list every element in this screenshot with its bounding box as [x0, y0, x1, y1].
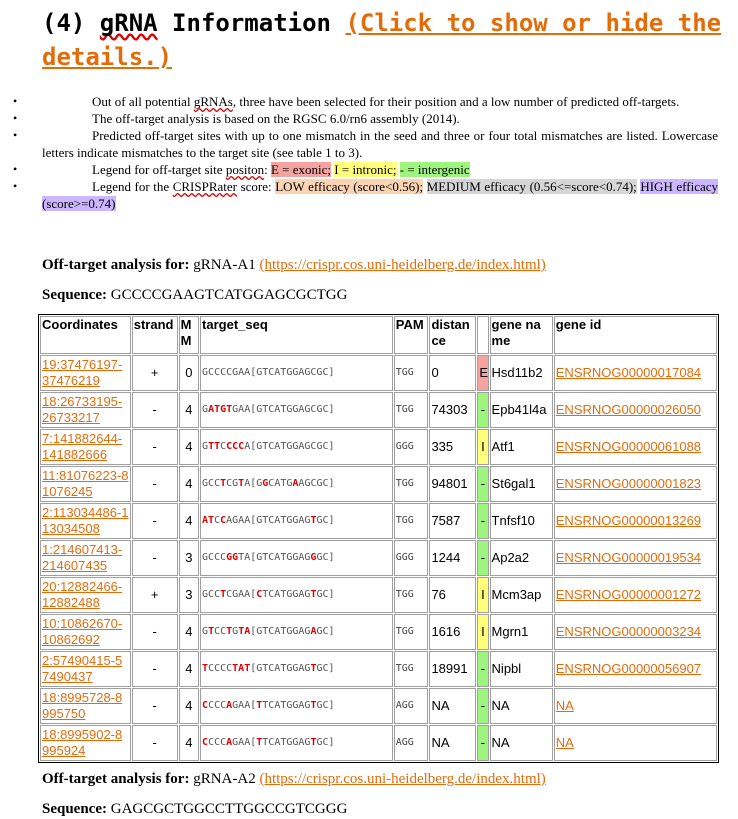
table-row — [40, 429, 717, 465]
coordinate-link[interactable]: 18:8995728-8995750 — [42, 690, 123, 721]
mismatch-base: G — [262, 478, 269, 489]
col-position — [477, 316, 488, 354]
table-header-row — [40, 316, 717, 354]
bullet-position-legend: • Legend for off-target site positon: E = exonic; I = intronic; - = intergenic — [0, 161, 718, 178]
cell-gene-id — [554, 466, 717, 502]
cell-distance: 1244 — [429, 540, 476, 576]
cell-strand: + — [132, 577, 178, 613]
mismatch-base: GG — [226, 552, 239, 563]
table-row — [40, 466, 717, 502]
cell-coordinates — [40, 355, 131, 391]
gene-id-link[interactable]: ENSRNOG00000019534 — [555, 550, 702, 565]
mismatch-base: T — [256, 700, 263, 711]
sequence-segment: GC] — [316, 700, 335, 711]
cell-target-seq — [200, 466, 393, 502]
gene-id-link[interactable]: ENSRNOG00000013269 — [555, 513, 702, 528]
cell-strand: - — [132, 540, 178, 576]
legend-intronic: I = intronic; — [334, 162, 397, 177]
sequence-segment: GC] — [316, 552, 335, 563]
sequence-segment: GAA[ — [232, 700, 257, 711]
sequence-segment: GC] — [316, 663, 335, 674]
mismatch-base: T — [256, 737, 263, 748]
cell-position: - — [477, 688, 488, 724]
mismatch-base: G — [310, 552, 317, 563]
cell-distance: NA — [429, 688, 476, 724]
sequence-segment: CG — [226, 478, 239, 489]
cell-mm: 4 — [179, 614, 199, 650]
sequence-segment: GCCC — [202, 552, 227, 563]
sequence-segment: TCATGGAG — [262, 700, 311, 711]
cell-target-seq — [200, 614, 393, 650]
table-row — [40, 577, 717, 613]
cell-position: I — [477, 577, 488, 613]
cell-mm: 0 — [179, 355, 199, 391]
cell-gene-id — [554, 614, 717, 650]
coordinate-link[interactable]: 11:81076223-81076245 — [42, 468, 129, 499]
coordinate-link[interactable]: 18:26733195-26733217 — [42, 394, 123, 425]
cell-strand: - — [132, 429, 178, 465]
legend-medium: MEDIUM efficacy (0.56<=score<0.74); — [426, 179, 637, 194]
table-row — [40, 725, 717, 761]
cell-distance: NA — [429, 725, 476, 761]
gene-id-link[interactable]: ENSRNOG00000017084 — [555, 365, 702, 380]
cell-position: - — [477, 466, 488, 502]
cell-strand: - — [132, 503, 178, 539]
cell-mm: 3 — [179, 540, 199, 576]
cell-gene-name: Mcm3ap — [490, 577, 553, 613]
cell-gene-id — [554, 688, 717, 724]
table-row — [40, 355, 717, 391]
cell-strand: - — [132, 466, 178, 502]
sequence-segment: GCC — [202, 589, 221, 600]
col-mm: MM — [179, 316, 199, 354]
cell-gene-name: St6gal1 — [490, 466, 553, 502]
cell-gene-id — [554, 540, 717, 576]
mismatch-base: A — [292, 478, 299, 489]
cell-mm: 4 — [179, 725, 199, 761]
mismatch-base: T — [226, 626, 233, 637]
cell-strand: - — [132, 392, 178, 428]
mismatch-base: A — [226, 700, 233, 711]
cell-coordinates — [40, 429, 131, 465]
cell-position: I — [477, 614, 488, 650]
cell-position: - — [477, 503, 488, 539]
cell-pam: TGG — [394, 651, 429, 687]
mismatch-base: T — [310, 700, 317, 711]
sequence-segment: TCATGGAG — [262, 737, 311, 748]
cell-position: - — [477, 540, 488, 576]
cell-distance: 335 — [429, 429, 476, 465]
sequence-segment: G — [202, 404, 209, 415]
heading-prefix: (4) — [42, 9, 100, 37]
coordinate-link[interactable]: 2:113034486-113034508 — [42, 505, 129, 536]
cell-mm: 4 — [179, 466, 199, 502]
cell-gene-id — [554, 503, 717, 539]
cell-distance: 0 — [429, 355, 476, 391]
gene-id-link[interactable]: ENSRNOG00000001823 — [555, 476, 702, 491]
cell-gene-id — [554, 429, 717, 465]
cell-target-seq — [200, 577, 393, 613]
gene-id-link[interactable]: NA — [555, 735, 574, 750]
cell-strand: - — [132, 614, 178, 650]
cell-gene-name: Mgrn1 — [490, 614, 553, 650]
coordinate-link[interactable]: 10:10862670-10862692 — [42, 616, 123, 647]
cell-coordinates — [40, 540, 131, 576]
col-strand: strand — [132, 316, 178, 354]
sequence-segment: C — [214, 515, 221, 526]
cell-target-seq — [200, 725, 393, 761]
cell-strand: - — [132, 651, 178, 687]
cell-strand: + — [132, 355, 178, 391]
sequence-segment: CC — [214, 626, 227, 637]
cell-mm: 4 — [179, 651, 199, 687]
sequence-segment: G — [202, 441, 209, 452]
cell-gene-name: Atf1 — [490, 429, 553, 465]
table-row — [40, 392, 717, 428]
mismatch-base: T — [220, 478, 227, 489]
col-gene-name: gene name — [490, 316, 553, 354]
gene-id-link[interactable]: ENSRNOG00000061088 — [555, 439, 702, 454]
cell-distance: 1616 — [429, 614, 476, 650]
cell-gene-name: NA — [490, 725, 553, 761]
cell-pam: TGG — [394, 466, 429, 502]
sequence-segment: GAA[ — [232, 737, 257, 748]
cell-target-seq — [200, 540, 393, 576]
sequence-segment: TCATGGAG — [262, 589, 311, 600]
cell-pam: GGG — [394, 429, 429, 465]
cell-coordinates — [40, 392, 131, 428]
col-gene-id: gene id — [554, 316, 717, 354]
coordinate-link[interactable]: 1:214607413-214607435 — [42, 542, 123, 573]
cell-gene-name: Nipbl — [490, 651, 553, 687]
cell-mm: 4 — [179, 688, 199, 724]
bullet-mismatch: • Predicted off-target sites with up to one mismatch in the seed and three or four total mismatches are listed. Lowercase letters indicate mismatches to the target site (see table 1 to 3). — [0, 127, 718, 161]
mismatch-base: T — [202, 663, 209, 674]
sequence-segment: GCC — [202, 478, 221, 489]
mismatch-base: C — [202, 700, 209, 711]
legend-low: LOW efficacy (score<0.56); — [275, 179, 424, 194]
cell-coordinates — [40, 725, 131, 761]
sequence-segment: A[G — [244, 478, 263, 489]
cell-target-seq — [200, 503, 393, 539]
cell-coordinates — [40, 466, 131, 502]
mismatch-base: TAT — [232, 663, 251, 674]
cell-coordinates — [40, 503, 131, 539]
coordinate-link[interactable]: 7:141882644-141882666 — [42, 431, 123, 462]
sequence-segment: C — [220, 441, 227, 452]
crispr-link-a1[interactable]: (https://crispr.cos.uni-heidelberg.de/index.html) — [259, 257, 546, 273]
sequence-segment: GC] — [316, 589, 335, 600]
cell-gene-name: Hsd11b2 — [490, 355, 553, 391]
cell-coordinates — [40, 577, 131, 613]
cell-mm: 4 — [179, 392, 199, 428]
table-row — [40, 614, 717, 650]
section-heading — [42, 6, 732, 74]
cell-position: I — [477, 429, 488, 465]
mismatch-base: CCC — [226, 441, 245, 452]
sequence-segment: TA[GTCATGGAG — [238, 552, 311, 563]
mismatch-base: TT — [208, 441, 221, 452]
cell-gene-id — [554, 651, 717, 687]
sequence-a1: Sequence: GCCCCGAAGTCATGGAGCGCTGG — [42, 287, 348, 303]
cell-gene-id — [554, 392, 717, 428]
crispr-link-a2[interactable]: (https://crispr.cos.uni-heidelberg.de/index.html) — [259, 771, 546, 787]
cell-position: - — [477, 725, 488, 761]
cell-pam: TGG — [394, 614, 429, 650]
cell-distance: 18991 — [429, 651, 476, 687]
table-row — [40, 503, 717, 539]
cell-position: - — [477, 651, 488, 687]
mismatch-base: T — [310, 589, 317, 600]
cell-pam: AGG — [394, 725, 429, 761]
mismatch-base: C — [202, 737, 209, 748]
sequence-segment: CCC — [208, 700, 227, 711]
cell-distance: 74303 — [429, 392, 476, 428]
gene-id-link[interactable]: ENSRNOG00000003234 — [555, 624, 702, 639]
cell-position: - — [477, 392, 488, 428]
cell-gene-id — [554, 355, 717, 391]
cell-mm: 4 — [179, 429, 199, 465]
mismatch-base: T — [220, 589, 227, 600]
coordinate-link[interactable]: 20:12882466-12882488 — [42, 579, 123, 610]
bullet-score-legend: • Legend for the CRISPRater score: LOW efficacy (score<0.56); MEDIUM efficacy (0.56<=score<0.74); HIGH efficacy (score>=0.74) — [0, 178, 718, 212]
gene-id-link[interactable]: ENSRNOG00000001272 — [555, 587, 702, 602]
cell-distance: 94801 — [429, 466, 476, 502]
sequence-segment: G — [202, 626, 209, 637]
cell-mm: 3 — [179, 577, 199, 613]
cell-gene-name: NA — [490, 688, 553, 724]
cell-target-seq — [200, 355, 393, 391]
gene-id-link[interactable]: ENSRNOG00000026050 — [555, 402, 702, 417]
cell-target-seq — [200, 688, 393, 724]
cell-target-seq — [200, 651, 393, 687]
cell-coordinates — [40, 651, 131, 687]
cell-target-seq — [200, 392, 393, 428]
cell-target-seq — [200, 429, 393, 465]
mismatch-base: C — [256, 589, 263, 600]
col-coordinates: Coordinates — [40, 316, 131, 354]
info-bullet-list — [0, 93, 718, 212]
cell-gene-id — [554, 577, 717, 613]
mismatch-base: T — [310, 663, 317, 674]
cell-mm: 4 — [179, 503, 199, 539]
gene-id-link[interactable]: ENSRNOG00000056907 — [555, 661, 702, 676]
sequence-segment: AGCGC] — [298, 478, 335, 489]
bullet-selection: • Out of all potential gRNAs, three have been selected for their position and a low number of predicted off-targets. — [0, 93, 718, 110]
cell-pam: GGG — [394, 540, 429, 576]
table-row — [40, 540, 717, 576]
legend-high: HIGH efficacy (score>=0.74) — [42, 179, 719, 211]
mismatch-base: T — [208, 626, 215, 637]
coordinate-link[interactable]: 18:8995902-8995924 — [42, 727, 123, 758]
cell-pam: AGG — [394, 688, 429, 724]
sequence-segment: [GTCATGGAG — [250, 663, 311, 674]
mismatch-base: C — [220, 515, 227, 526]
cell-coordinates — [40, 614, 131, 650]
mismatch-base: TA — [238, 626, 251, 637]
cell-distance: 7587 — [429, 503, 476, 539]
bullet-assembly: • The off-target analysis is based on the RGSC 6.0/rn6 assembly (2014). — [0, 110, 718, 127]
cell-gene-name: Epb41l4a — [490, 392, 553, 428]
heading-rest: Information — [157, 9, 331, 37]
cell-pam: TGG — [394, 392, 429, 428]
col-pam: PAM — [394, 316, 429, 354]
cell-distance: 76 — [429, 577, 476, 613]
sequence-segment: [GTCATGGAG — [250, 626, 311, 637]
cell-strand: - — [132, 688, 178, 724]
mismatch-base: T — [238, 478, 245, 489]
heading-grna: gRNA — [99, 9, 158, 37]
sequence-segment: GC] — [316, 626, 335, 637]
sequence-segment: GC] — [316, 515, 335, 526]
offtarget-table — [38, 314, 719, 763]
cell-gene-name: Ap2a2 — [490, 540, 553, 576]
sequence-segment: CGAA[ — [226, 589, 257, 600]
table-row — [40, 651, 717, 687]
cell-position: E — [477, 355, 488, 391]
mismatch-base: A — [310, 626, 317, 637]
sequence-segment: CCCC — [208, 663, 233, 674]
cell-pam: TGG — [394, 355, 429, 391]
coordinate-link[interactable]: 19:37476197-37476219 — [42, 357, 123, 388]
mismatch-base: T — [310, 515, 317, 526]
sequence-segment: G — [232, 626, 239, 637]
cell-gene-id — [554, 725, 717, 761]
col-target-seq: target_seq — [200, 316, 393, 354]
sequence-segment: CATG — [268, 478, 293, 489]
toggle-details-link[interactable]: (Click to show or hide the details.) — [42, 9, 722, 71]
sequence-segment: A[GTCATGGAGCGC] — [244, 441, 335, 452]
sequence-segment: GAA[GTCATGGAGCGC] — [232, 404, 335, 415]
col-distance: distance — [429, 316, 476, 354]
table-row — [40, 688, 717, 724]
cell-pam: TGG — [394, 503, 429, 539]
cell-coordinates — [40, 688, 131, 724]
cell-strand: - — [132, 725, 178, 761]
offtarget-title-a1: Off-target analysis for: gRNA-A1 (https://crispr.cos.uni-heidelberg.de/index.html) — [42, 257, 546, 273]
gene-id-link[interactable]: NA — [555, 698, 574, 713]
cell-pam: TGG — [394, 577, 429, 613]
cell-gene-name: Tnfsf10 — [490, 503, 553, 539]
mismatch-base: A — [226, 737, 233, 748]
sequence-segment: GC] — [316, 737, 335, 748]
offtarget-title-a2: Off-target analysis for: gRNA-A2 (https://crispr.cos.uni-heidelberg.de/index.html) — [42, 771, 546, 787]
mismatch-base: T — [310, 737, 317, 748]
legend-exonic: E = exonic; — [270, 162, 332, 177]
legend-intergenic: - = intergenic — [399, 162, 470, 177]
sequence-segment: GCCCCGAA[GTCATGGAGCGC] — [202, 367, 335, 378]
sequence-segment: AGAA[GTCATGGAG — [226, 515, 311, 526]
sequence-a2: Sequence: GAGCGCTGGCCTTGGCCGTCGGG — [42, 801, 348, 817]
sequence-segment: CCC — [208, 737, 227, 748]
coordinate-link[interactable]: 2:57490415-57490437 — [42, 653, 123, 684]
mismatch-base: ATGT — [208, 404, 233, 415]
mismatch-base: AT — [202, 515, 215, 526]
